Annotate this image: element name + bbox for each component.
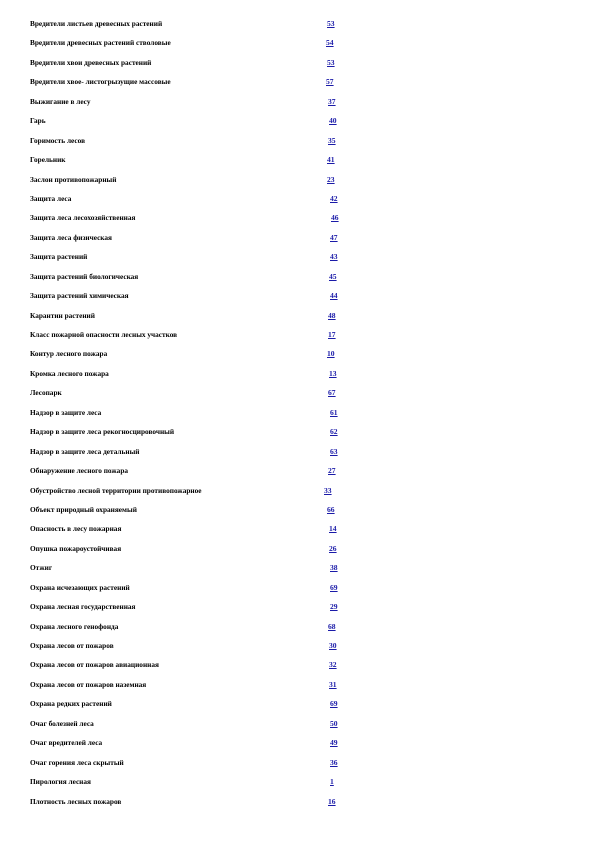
index-term: Выжигание в лесу: [30, 96, 91, 106]
page-number-link[interactable]: 62: [330, 427, 338, 437]
page-number-link[interactable]: 43: [330, 252, 338, 262]
index-term: Пирология лесная: [30, 777, 91, 787]
page-number-link[interactable]: 53: [327, 19, 335, 28]
page-number-link[interactable]: 67: [328, 388, 336, 398]
page-number-link[interactable]: 17: [328, 330, 336, 339]
page-number-link[interactable]: 26: [329, 543, 337, 553]
index-entry: [30, 115, 350, 134]
index-entry: [30, 251, 350, 270]
index-entry: [30, 485, 350, 504]
index-term: Объект природный охраняемый: [30, 504, 137, 514]
page-number-link[interactable]: 68: [328, 621, 336, 631]
page-number-link[interactable]: 53: [327, 57, 335, 67]
index-term: Защита леса физическая: [30, 232, 112, 242]
page-number-link[interactable]: 32: [329, 660, 337, 670]
index-entry: [30, 271, 350, 290]
page-number-link[interactable]: 44: [330, 291, 338, 301]
index-term: Кромка лесного пожара: [30, 368, 109, 378]
index-entry: [30, 310, 350, 329]
index-entry: [30, 96, 350, 115]
index-entry: [30, 659, 350, 678]
index-entry: [30, 621, 350, 640]
index-term: Очаг вредителей леса: [30, 738, 103, 748]
index-entry: [30, 504, 350, 523]
index-entry: [30, 76, 350, 95]
index-entry: [30, 37, 350, 56]
index-entry: [30, 135, 350, 154]
index-entry: [30, 290, 350, 309]
index-entry: [30, 640, 350, 659]
page-number-link[interactable]: 48: [328, 310, 336, 320]
page-number-link[interactable]: 42: [330, 193, 338, 203]
page-number-link[interactable]: 63: [330, 446, 338, 456]
page-number-link[interactable]: 54: [326, 38, 334, 48]
index-term: Защита растений биологическая: [30, 271, 139, 281]
index-term: Очаг болезней леса: [30, 718, 94, 728]
index-term: Охрана лесная государственная: [30, 602, 136, 612]
index-term: Надзор в защите леса: [30, 407, 102, 417]
index-entry: [30, 407, 350, 426]
page-number-link[interactable]: 45: [329, 271, 337, 281]
index-term: Класс пожарной опасности лесных участков: [30, 330, 178, 339]
index-term: Охрана лесов от пожаров авиационная: [30, 660, 159, 670]
index-term: Отжиг: [30, 563, 53, 573]
index-entry: [30, 582, 350, 601]
page-number-link[interactable]: 61: [330, 407, 338, 417]
index-term: Контур лесного пожара: [30, 349, 108, 359]
index-term: Вредители листьев древесных растений: [30, 19, 163, 28]
index-term: Вредители хвои древесных растений: [30, 57, 152, 67]
index-entry: [30, 232, 350, 251]
index-entry: [30, 796, 350, 815]
index-term: Надзор в защите леса детальный: [30, 446, 140, 456]
index-term: Заслон противопожарный: [30, 174, 117, 184]
index-entry: [30, 757, 350, 776]
index-term: Охрана редких растений: [30, 699, 112, 709]
index-term: Опасность в лесу пожарная: [30, 524, 122, 534]
index-entry: [30, 174, 350, 193]
page-number-link[interactable]: 47: [330, 232, 338, 242]
index-term: Защита растений химическая: [30, 291, 129, 301]
index-term: Надзор в защите леса рекогносцировочный: [30, 427, 175, 437]
index-entry: [30, 601, 350, 620]
page-number-link[interactable]: 69: [330, 582, 338, 592]
index-entry: [30, 523, 350, 542]
index-term: Опушка пожароустойчивая: [30, 543, 122, 553]
index-entry: [30, 368, 350, 387]
page-number-link[interactable]: 38: [330, 563, 338, 573]
page-number-link[interactable]: 41: [327, 155, 335, 165]
page-number-link[interactable]: 14: [329, 524, 337, 534]
index-term: Очаг горения леса скрытый: [30, 757, 124, 767]
index-term: Охрана лесов от пожаров наземная: [30, 679, 147, 689]
index-entry: [30, 57, 350, 76]
page-number-link[interactable]: 30: [329, 641, 337, 650]
index-entry: [30, 562, 350, 581]
index-entry: [30, 387, 350, 406]
index-term: Гарь: [30, 116, 46, 126]
page-number-link[interactable]: 69: [330, 699, 338, 709]
index-entry: [30, 465, 350, 484]
index-term: Плотность лесных пожаров: [30, 796, 122, 806]
index-term: Защита леса: [30, 193, 72, 203]
index-term: Вредители хвое- листогрызущие массовые: [30, 77, 171, 87]
page-number-link[interactable]: 13: [329, 368, 337, 378]
index-term: Горельник: [30, 155, 66, 165]
index-term: Обустройство лесной территории противопожарное: [30, 485, 202, 495]
index-term: Охрана лесного генофонда: [30, 621, 119, 631]
page-number-link[interactable]: 27: [328, 466, 336, 476]
page-number-link[interactable]: 16: [328, 796, 336, 806]
index-entry: [30, 154, 350, 173]
index-term: Защита растений: [30, 252, 88, 262]
index-entry: [30, 698, 350, 717]
index-entry: [30, 776, 350, 795]
page-number-link[interactable]: 36: [330, 757, 338, 767]
index-entry: [30, 426, 350, 445]
page-number-link[interactable]: 31: [329, 679, 337, 689]
page-number-link[interactable]: 57: [326, 77, 334, 87]
index-term: Вредители древесных растений стволовые: [30, 38, 171, 48]
index-entry: [30, 737, 350, 756]
index-entry: [30, 543, 350, 562]
index-term: Защита леса лесохозяйственная: [30, 213, 136, 223]
index-entry: [30, 193, 350, 212]
page-number-link[interactable]: 49: [330, 738, 338, 748]
index-entry: [30, 18, 350, 37]
page-number-link[interactable]: 10: [327, 349, 335, 359]
index-term: Горимость лесов: [30, 135, 86, 145]
index-term: Лесопарк: [30, 388, 62, 398]
index-term: Охрана лесов от пожаров: [30, 641, 114, 650]
page-number-link[interactable]: 46: [331, 213, 339, 223]
page-number-link[interactable]: 33: [324, 485, 332, 495]
page-number-link[interactable]: 35: [328, 135, 336, 145]
page-number-link[interactable]: 40: [329, 116, 337, 126]
page-number-link[interactable]: 37: [328, 96, 336, 106]
page-number-link[interactable]: 29: [330, 602, 338, 612]
index-entry: [30, 446, 350, 465]
index-term: Карантин растений: [30, 310, 95, 320]
index-entry: [30, 212, 350, 231]
subject-index: [30, 18, 350, 815]
index-term: Обнаружение лесного пожара: [30, 466, 129, 476]
page-number-link[interactable]: 1: [330, 777, 334, 787]
page-number-link[interactable]: 66: [327, 504, 335, 514]
index-entry: [30, 718, 350, 737]
index-term: Охрана исчезающих растений: [30, 582, 130, 592]
page-number-link[interactable]: 50: [330, 718, 338, 728]
index-entry: [30, 348, 350, 367]
index-entry: [30, 329, 350, 348]
index-entry: [30, 679, 350, 698]
page-number-link[interactable]: 23: [327, 174, 335, 184]
